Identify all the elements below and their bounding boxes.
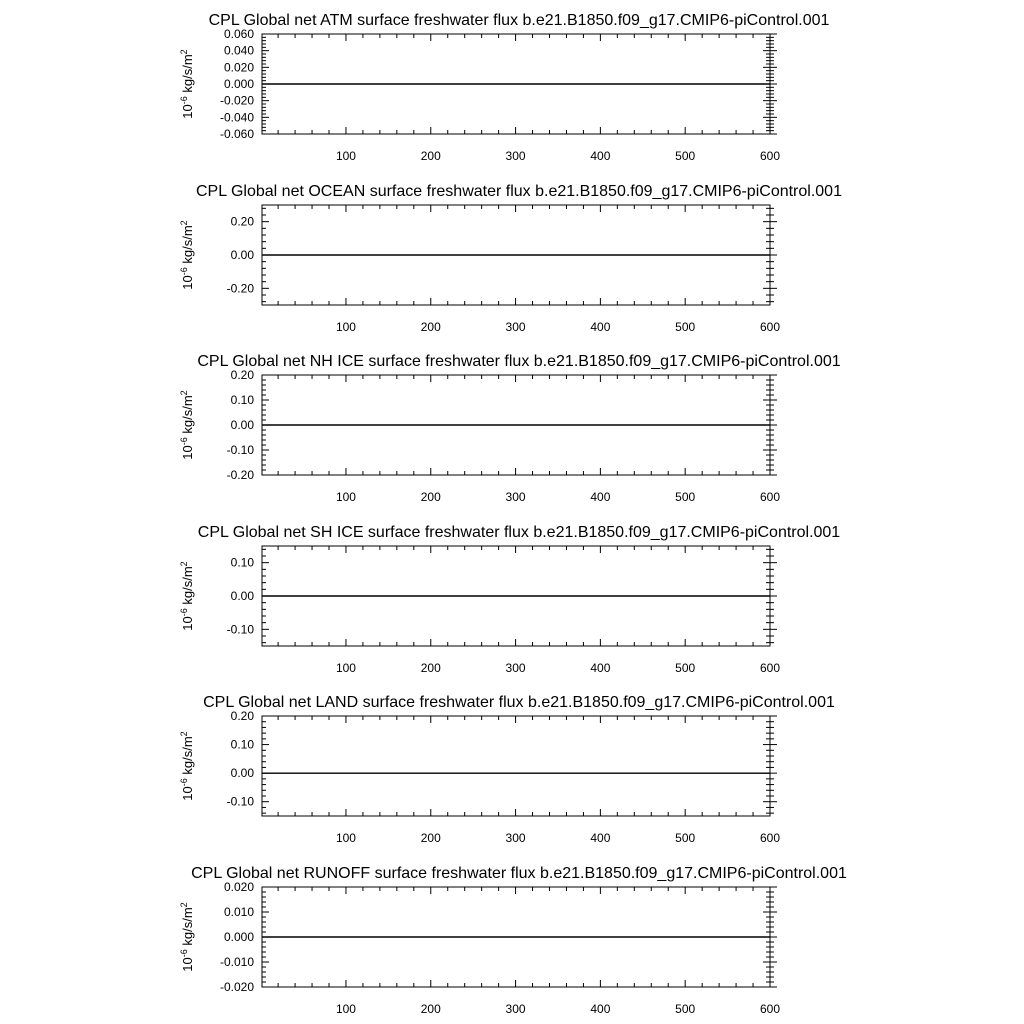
- y-tick-label: 0.000: [223, 77, 254, 91]
- x-tick-label: 500: [675, 1002, 696, 1016]
- chart-panel-2: [179, 183, 842, 334]
- x-tick-label: 100: [335, 149, 356, 163]
- y-tick-label: 0.00: [230, 589, 254, 603]
- x-tick-label: 300: [505, 320, 526, 334]
- x-tick-label: 300: [505, 149, 526, 163]
- y-tick-label: -0.20: [226, 468, 254, 482]
- chart-panel-5: [179, 694, 835, 845]
- x-tick-label: 500: [675, 490, 696, 504]
- y-tick-label: -0.10: [226, 443, 254, 457]
- y-tick-label: 0.060: [223, 27, 254, 41]
- chart-panel-1: [179, 12, 829, 163]
- y-tick-label: 0.020: [223, 60, 254, 75]
- y-tick-label: -0.10: [226, 622, 254, 637]
- y-tick-label: -0.020: [219, 980, 254, 994]
- chart-panel-4: [179, 524, 840, 675]
- x-tick-label: 200: [420, 831, 441, 845]
- chart-title: CPL Global net RUNOFF surface freshwater flux b.e21.B1850.f09_g17.CMIP6-piControl.001: [191, 865, 847, 882]
- x-tick-label: 400: [590, 320, 611, 334]
- y-tick-label: -0.10: [226, 794, 254, 809]
- x-tick-label: 100: [335, 320, 356, 334]
- x-tick-label: 100: [335, 490, 356, 504]
- y-axis-label: $10^{-6}$ $kg/s/m^2$: [179, 731, 195, 801]
- x-tick-label: 300: [505, 661, 526, 675]
- y-tick-label: 0.040: [223, 43, 254, 58]
- y-tick-label: 0.10: [230, 393, 254, 407]
- y-axis-label: $10^{-6}$ $kg/s/m^2$: [179, 902, 195, 972]
- y-tick-label: -0.040: [219, 110, 254, 125]
- y-tick-label: 0.00: [230, 766, 254, 781]
- y-tick-label: 0.20: [230, 214, 254, 229]
- x-tick-label: 600: [759, 490, 781, 504]
- x-tick-label: 300: [505, 831, 526, 845]
- chart-title: CPL Global net LAND surface freshwater flux b.e21.B1850.f09_g17.CMIP6-piControl.001: [203, 694, 835, 711]
- x-tick-label: 600: [759, 661, 781, 675]
- plot-frame: [262, 716, 770, 816]
- x-tick-label: 100: [335, 661, 356, 675]
- x-tick-label: 500: [675, 831, 696, 845]
- chart-panel-6: [179, 865, 847, 1016]
- x-tick-label: 500: [675, 320, 696, 334]
- x-tick-label: 400: [590, 661, 611, 675]
- y-tick-label: -0.020: [219, 93, 254, 108]
- y-tick-label: -0.010: [219, 955, 254, 969]
- y-tick-label: -0.20: [226, 281, 254, 296]
- y-tick-label: 0.00: [230, 418, 254, 432]
- x-tick-label: 500: [675, 661, 696, 675]
- y-tick-label: 0.10: [230, 737, 254, 752]
- chart-title: CPL Global net SH ICE surface freshwater flux b.e21.B1850.f09_g17.CMIP6-piControl.001: [197, 524, 841, 541]
- x-tick-label: 400: [590, 490, 611, 504]
- chart-title: CPL Global net NH ICE surface freshwater flux b.e21.B1850.f09_g17.CMIP6-piControl.001: [197, 353, 841, 370]
- x-tick-label: 600: [759, 1002, 781, 1016]
- y-tick-label: 0.010: [223, 905, 254, 919]
- x-tick-label: 400: [590, 149, 611, 163]
- y-tick-label: 0.000: [223, 930, 254, 944]
- x-tick-label: 100: [335, 831, 356, 845]
- x-tick-label: 200: [420, 320, 441, 334]
- x-tick-label: 600: [759, 320, 781, 334]
- x-tick-label: 200: [420, 149, 441, 163]
- y-axis-label: $10^{-6}$ $kg/s/m^2$: [179, 220, 195, 290]
- x-tick-label: 200: [420, 490, 441, 504]
- x-tick-label: 600: [759, 149, 781, 163]
- y-axis-label: $10^{-6}$ $kg/s/m^2$: [179, 49, 195, 119]
- x-tick-label: 400: [590, 831, 611, 845]
- x-tick-label: 500: [675, 149, 696, 163]
- x-tick-label: 100: [335, 1002, 356, 1016]
- chart-title: CPL Global net OCEAN surface freshwater flux b.e21.B1850.f09_g17.CMIP6-piControl.001: [196, 183, 842, 200]
- x-tick-label: 300: [505, 490, 526, 504]
- x-tick-label: 600: [759, 831, 781, 845]
- x-tick-label: 400: [590, 1002, 611, 1016]
- panels: [179, 12, 847, 1016]
- y-tick-label: 0.20: [230, 709, 254, 723]
- y-axis-label: $10^{-6}$ $kg/s/m^2$: [179, 561, 195, 631]
- y-tick-label: 0.020: [223, 880, 254, 894]
- x-tick-label: 200: [420, 1002, 441, 1016]
- chart-title: CPL Global net ATM surface freshwater flux b.e21.B1850.f09_g17.CMIP6-piControl.001: [208, 12, 830, 29]
- y-tick-label: -0.060: [219, 127, 254, 141]
- y-tick-label: 0.10: [230, 555, 254, 570]
- y-axis-label: $10^{-6}$ $kg/s/m^2$: [179, 390, 195, 460]
- y-tick-label: 0.20: [230, 368, 254, 382]
- y-tick-label: 0.00: [230, 248, 254, 262]
- chart-panel-3: [179, 353, 841, 504]
- x-tick-label: 300: [505, 1002, 526, 1016]
- x-tick-label: 200: [420, 661, 441, 675]
